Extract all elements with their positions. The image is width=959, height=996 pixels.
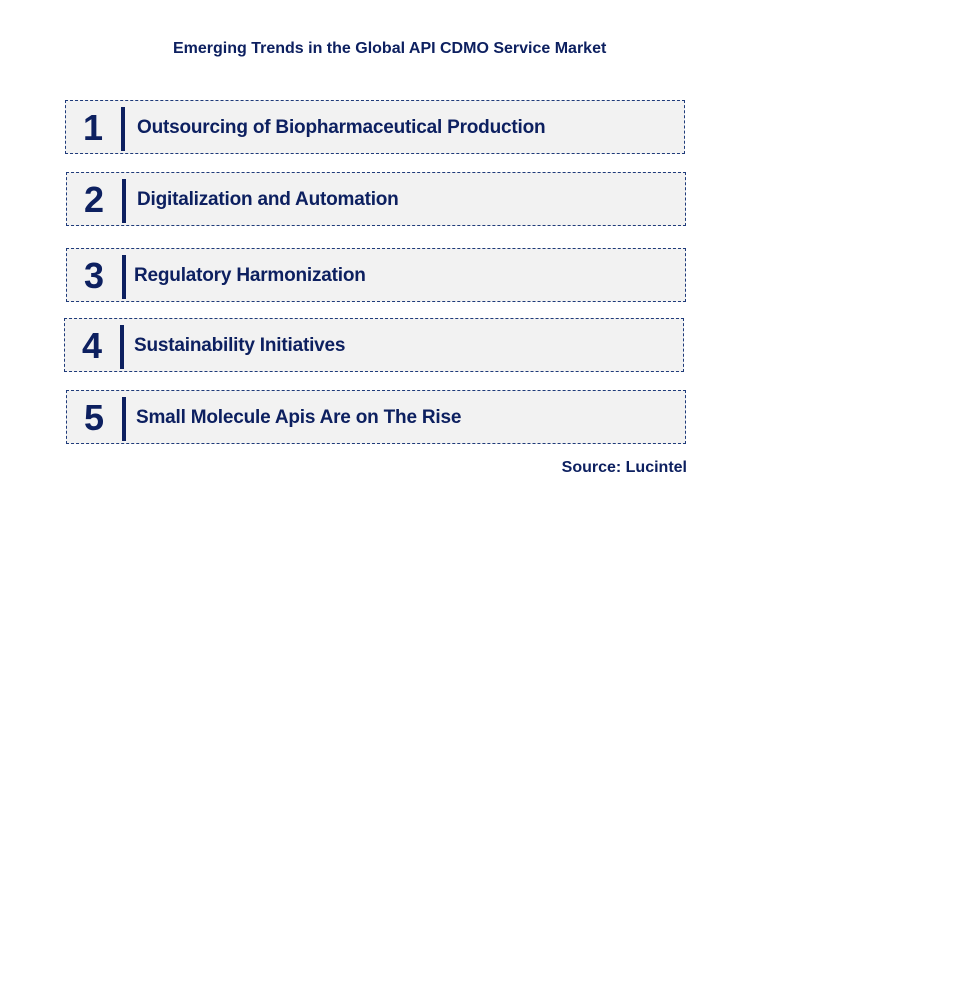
- trend-divider: [122, 179, 126, 223]
- trend-divider: [122, 255, 126, 299]
- trend-label: Small Molecule Apis Are on The Rise: [136, 407, 462, 428]
- trend-label: Digitalization and Automation: [137, 189, 399, 210]
- trend-item-1: [65, 100, 685, 154]
- trend-number: 2: [83, 179, 105, 220]
- trend-item-3: [66, 248, 686, 302]
- chart-title: Emerging Trends in the Global API CDMO Service Market: [173, 40, 607, 57]
- trend-number: 5: [83, 397, 105, 438]
- trend-divider: [122, 397, 126, 441]
- trend-number: 4: [81, 325, 103, 366]
- trend-item-4: [64, 318, 684, 372]
- trend-divider: [120, 325, 124, 369]
- trend-item-5: [66, 390, 686, 444]
- trend-label: Regulatory Harmonization: [134, 265, 366, 286]
- trend-label: Outsourcing of Biopharmaceutical Production: [137, 117, 546, 138]
- trend-label: Sustainability Initiatives: [134, 335, 346, 356]
- trend-number: 3: [83, 255, 105, 296]
- source-label: Source: Lucintel: [561, 459, 687, 476]
- trend-number: 1: [82, 107, 104, 148]
- trend-item-2: [66, 172, 686, 226]
- trend-divider: [121, 107, 125, 151]
